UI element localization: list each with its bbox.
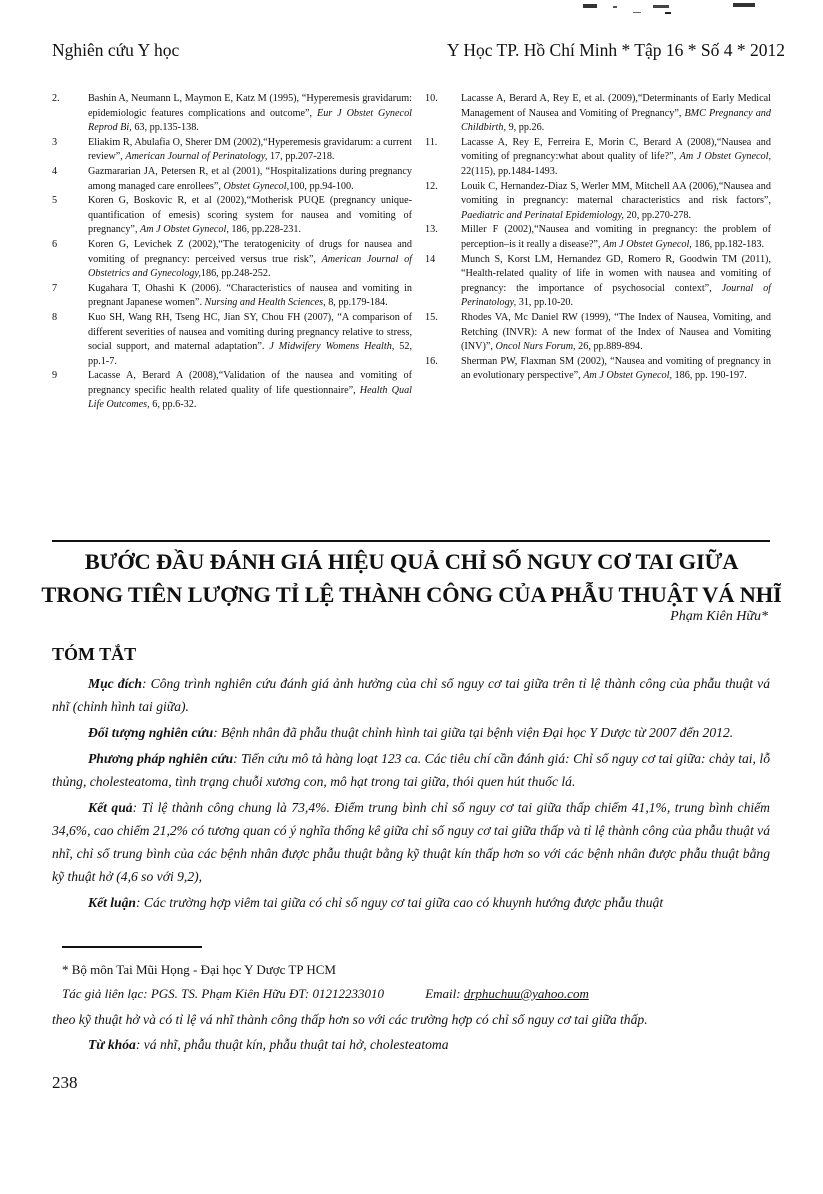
abstract-body — [52, 672, 770, 917]
reference-number: 7 — [52, 282, 58, 294]
reference-item — [425, 355, 771, 384]
reference-number: 9 — [52, 370, 58, 382]
keywords-text: : vá nhĩ, phẫu thuật kín, phẫu thuật tai hở, cholesteatoma — [135, 1037, 449, 1052]
footnote-affiliation: * Bộ môn Tai Mũi Họng - Đại học Y Dược TP HCM — [62, 962, 336, 977]
reference-text: Rhodes VA, Mc Daniel RW (1999), “The Index of Nausea, Vomiting, and Retching (INVR): A new format of the Index of Nausea and Vomiting (INV)”, Oncol Nurs Forum, 26, pp.889-894. — [461, 311, 771, 353]
reference-text: Lacasse A, Berard A, Rey E, et al. (2009),“Determinants of Early Medical Management of Nausea and Vomiting of Pregnancy”, BMC Pregnancy and Childbirth, 9, pp.26. — [461, 93, 771, 134]
reference-number: 3 — [52, 136, 58, 148]
reference-text: Miller F (2002),“Nausea and vomiting in pregnancy: the problem of perception–is it really a disease?”, Am J Obstet Gynecol, 186, pp.182-183. — [461, 224, 771, 250]
reference-text: Lacasse A, Berard A (2008),“Validation of the nausea and vomiting of pregnancy specific health related quality of life questionnaire”, Health Qual Life Outcomes, 6, pp.6-32. — [88, 370, 412, 411]
abstract-paragraph: Mục đích: Công trình nghiên cứu đánh giá ảnh hưởng của chỉ số nguy cơ tai giữa trên tỉ lệ thành công của phẫu thuật vá nhĩ (chỉnh hình tai giữa). — [52, 676, 770, 714]
reference-item — [52, 238, 412, 282]
reference-source: Am J Obstet Gynecol, — [583, 370, 673, 382]
reference-text: Lacasse A, Rey E, Ferreira E, Morin C, Berard A (2008),“Nausea and vomiting of pregnancy:what about quality of life?”, Am J Obstet Gynecol, 22(115), pp.1484-1493. — [461, 136, 771, 177]
reference-source: Am J Obstet Gynecol, — [140, 224, 229, 236]
reference-item — [425, 311, 771, 355]
abstract-paragraph: Phương pháp nghiên cứu: Tiến cứu mô tả hàng loạt 123 ca. Các tiêu chí cần đánh giá: Chỉ số nguy cơ tai giữa: chảy tai, lỗ thủng, cholesteatoma, tình trạng chuỗi xương con, mô hạt trong tai giữa, thói quen hút thuốc lá. — [52, 751, 770, 789]
reference-number: 4 — [52, 165, 58, 177]
reference-source: BMC Pregnancy and Childbirth, — [461, 107, 771, 134]
paragraph-label: Phương pháp nghiên cứu — [88, 751, 234, 766]
reference-source: Eur J Obstet Gynecol Reprod Bi, — [88, 107, 412, 134]
reference-source: Journal of Perinatology, — [461, 282, 771, 309]
reference-item — [52, 369, 412, 413]
running-header-left: Nghiên cứu Y học — [52, 40, 180, 60]
reference-source: American Journal of Obstetrics and Gynecology, — [88, 253, 412, 280]
reference-number: 10. — [425, 93, 438, 104]
keywords — [88, 1037, 449, 1053]
article-title — [40, 545, 783, 611]
reference-item — [52, 194, 412, 238]
reference-item — [52, 165, 412, 194]
reference-number: 16. — [425, 355, 438, 367]
reference-source: Health Qual Life Outcomes, — [88, 384, 412, 411]
reference-item — [425, 92, 771, 136]
article-title-line: BƯỚC ĐẦU ĐÁNH GIÁ HIỆU QUẢ CHỈ SỐ NGUY CƠ TAI GIỮA — [84, 549, 739, 574]
page-number: 238 — [52, 1073, 78, 1092]
reference-item — [425, 223, 771, 252]
reference-text: Louik C, Hernandez-Diaz S, Werler MM, Mitchell AA (2006),“Nausea and vomiting in pregnancy: maternal characteristics and risk factors”, Paediatric and Perinatal Epidemiology, 20, pp.270-278. — [461, 180, 771, 221]
reference-number: 6 — [52, 238, 58, 250]
reference-number: 5 — [52, 195, 58, 207]
reference-text: Koren G, Levichek Z (2002),“The teratogenicity of drugs for nausea and vomiting of pregnancy: perceived versus true risk”, American Journal of Obstetrics and Gynecology,186, pp.248-252. — [88, 238, 412, 280]
footnote-contact — [62, 986, 762, 1002]
footnote-rule — [62, 946, 202, 948]
reference-text: Kugahara T, Ohashi K (2006). “Characteristics of nausea and vomiting in pregnant Japanese women”. Nursing and Health Sciences, 8, pp.179-184. — [88, 282, 412, 309]
paragraph-label: Đối tượng nghiên cứu — [88, 725, 214, 740]
running-header-right: Y Học TP. Hồ Chí Minh * Tập 16 * Số 4 * 2012 — [446, 40, 785, 60]
reference-text: Sherman PW, Flaxman SM (2002), “Nausea and vomiting of pregnancy in an evolutionary perspective”, Am J Obstet Gynecol, 186, pp. 190-197. — [461, 355, 771, 382]
reference-source: Oncol Nurs Forum, — [495, 341, 576, 353]
reference-source: Nursing and Health Sciences, — [204, 297, 326, 309]
reference-item — [52, 136, 412, 165]
paragraph-label: Mục đích — [88, 676, 142, 691]
abstract-heading: TÓM TẮT — [52, 644, 137, 664]
contact-text: Tác giả liên lạc: PGS. TS. Phạm Kiên Hữu ĐT: 01212233010 — [62, 986, 384, 1001]
reference-item — [425, 180, 771, 224]
reference-source: Obstet Gynecol, — [223, 180, 290, 192]
reference-text: Koren G, Boskovic R, et al (2002),“Motherisk PUQE (pregnancy unique-quantification of emesis) scoring system for nausea and vomiting of pregnancy”, Am J Obstet Gynecol, 186, pp.228-231. — [88, 195, 412, 236]
reference-number: 2. — [52, 93, 60, 104]
reference-source: Am J Obstet Gynecol, — [603, 238, 692, 250]
reference-source: J Midwifery Womens Health, — [269, 341, 395, 353]
abstract-paragraph: Kết luận: Các trường hợp viêm tai giữa có chỉ số nguy cơ tai giữa cao có khuynh hướng được phẫu thuật — [88, 895, 664, 910]
reference-item — [52, 282, 412, 311]
reference-number: 15. — [425, 311, 438, 323]
references-left-column — [52, 92, 412, 413]
reference-source: Paediatric and Perinatal Epidemiology, — [461, 209, 624, 221]
article-title-line: TRONG TIÊN LƯỢNG TỈ LỆ THÀNH CÔNG CỦA PHẪU THUẬT VÁ NHĨ — [41, 582, 782, 607]
reference-item — [52, 92, 412, 136]
reference-number: 11. — [425, 136, 438, 148]
reference-text: Kuo SH, Wang RH, Tseng HC, Jian SY, Chou FH (2007), “A comparison of different severities of nausea and vomiting during pregnancy relative to stress, social support, and maternal adaptation”. J Midwifery Womens Health, 52, pp.1-7. — [88, 311, 412, 367]
reference-item — [425, 253, 771, 311]
abstract-paragraph: Kết quả: Tỉ lệ thành công chung là 73,4%. Điểm trung bình chỉ số nguy cơ tai giữa thấp chiếm 41,1%, trung bình chiếm 34,6%, cao chiếm 21,2% có tương quan có ý nghĩa thống kê giữa chỉ số nguy cơ tai giữa thấp và tỉ lệ thành công của phẫu thuật vá nhĩ, chỉ số trung bình của các bệnh nhân được phẫu thuật bằng kỹ thuật kín thấp hơn so với các bệnh nhân được phẫu thuật bằng kỹ thuật hở (4,6 so với 9,2), — [52, 800, 770, 884]
paragraph-label: Kết quả — [88, 800, 133, 815]
reference-text: Munch S, Korst LM, Hernandez GD, Romero R, Goodwin TM (2011), “Health-related quality of life in women with nausea and vomiting of pregnancy: the importance of psychosocial context”, Journal of Perinatology, 31, pp.10-20. — [461, 253, 771, 309]
section-divider — [52, 540, 770, 542]
reference-number: 12. — [425, 180, 438, 192]
scan-artifact — [573, 0, 773, 18]
reference-number: 13. — [425, 224, 438, 236]
email-label: Email: — [425, 986, 461, 1001]
reference-item — [52, 311, 412, 369]
abstract-paragraph: Đối tượng nghiên cứu: Bệnh nhân đã phẫu thuật chỉnh hình tai giữa tại bệnh viện Đại học Y Dược từ 2007 đến 2012. — [88, 725, 734, 740]
article-author: Phạm Kiên Hữu* — [670, 609, 768, 624]
reference-number: 8 — [52, 311, 58, 323]
paragraph-label: Kết luận — [88, 895, 136, 910]
references-right-column — [425, 92, 771, 384]
reference-text: Bashin A, Neumann L, Maymon E, Katz M (1995), “Hyperemesis gravidarum: epidemiologic features complications and outcome”, Eur J Obstet Gynecol Reprod Bi, 63, pp.135-138. — [88, 93, 412, 134]
reference-item — [425, 136, 771, 180]
email-link[interactable]: drphuchuu@yahoo.com — [463, 986, 589, 1001]
abstract-continuation: theo kỹ thuật hở và có tỉ lệ vá nhĩ thành công thấp hơn so với các trường hợp có chỉ số nguy cơ tai giữa thấp. — [52, 1012, 648, 1027]
reference-text: Gazmararian JA, Petersen R, et al (2001), “Hospitalizations during pregnancy among managed care enrollees”, Obstet Gynecol,100, pp.94-100. — [88, 165, 412, 192]
keywords-label: Từ khóa — [88, 1037, 136, 1052]
reference-number: 14 — [425, 253, 436, 265]
reference-text: Eliakim R, Abulafia O, Sherer DM (2002),“Hyperemesis gravidarum: a current review”, American Journal of Perinatology, 17, pp.207-218. — [88, 136, 412, 163]
reference-source: Am J Obstet Gynecol, — [679, 151, 771, 163]
reference-source: American Journal of Perinatology, — [125, 151, 268, 163]
